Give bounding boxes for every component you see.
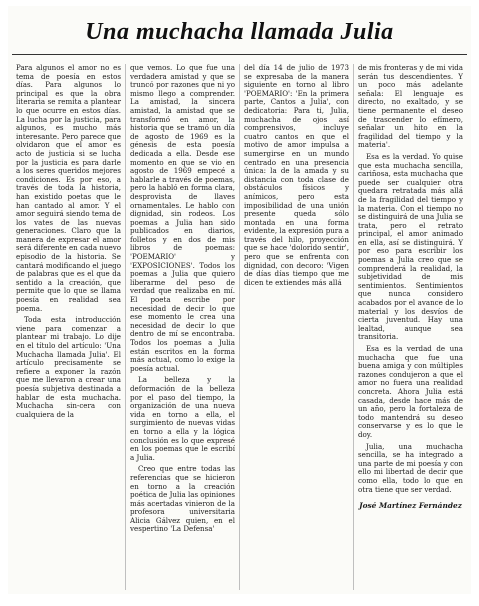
column-2 [125,64,239,590]
paragraph: Para algunos el amor no es tema de poesía en estos días. Para algunos lo principal es que la obra literaria se remita a plantear lo que ocurre en estos días. La lucha por la justicia, para algunos, es mucho más interesante. Pero parece que olvidaron que el amor es acto de justicia si se lucha por la justicia es para darle a los seres queridos mejores condiciones. Es por eso, a través de toda la historia, han existido poetas que le han cantado al amor. Y el amor seguirá siendo tema de los vates de las nuevas generaciones. Claro que la manera de expresar el amor será diferente en cada nuevo episodio de la historia. Se cantará modificando el juego de palabras que es el que da sentido a la creación, que permite que lo que se llama poesía en realidad sea poema. [16,64,121,313]
paragraph: La belleza y la deformación de la belleza por el paso del tiempo, la organización de una nueva vida en torno a ella, el surgimiento de nuevas vidas en torno a ella y la lógica conclusión es lo que expresé en los poemas que le escribí a Julia. [130,375,235,462]
column-1 [12,64,125,590]
column-4 [353,64,467,590]
paragraph: Esa es la verdad. Yo quise que esta muchacha sencilla, cariñosa, esta muchacha que puede ser cualquier otra quedara retratada más allá de la fragilidad del tiempo y la materia. Con el tiempo no se distinguirá de una Julia se trata, pero el retrato principal, el amor animado en ella, así se distinguirá. Y por eso para escribir los poemas a Julia creo que se comprenderá la realidad, la subjetividad de mis sentimientos. Sentimientos que nunca considero acabados por el avance de lo material y los desvíos de cierta juventud. Hay una lealtad, aunque sea transitoria. [358,151,463,342]
paragraph: Esa es la verdad de una muchacha que fue una buena amiga y con múltiples razones condujeron a que el amor no fuera una realidad concreta. Ahora Julia está casada, desde hace más de un año, pero la fortaleza de todo mantendrá su deseo conservarse y es lo que le doy. [358,344,463,439]
title-divider [12,54,467,55]
paragraph: del día 14 de julio de 1973 se expresaba de la manera siguiente en torno al libro 'POEMARIO': 'En la primera parte, Cantos a Julia', con dedicatoria: Para ti, Julia, muchacha de ojos así comprensivos, incluye cuatro cantos en que el motivo de amor impulsa a sumergirse en un mundo centrado en una presencia única: la de la amada y su distancia con toda clase de obstáculos físicos y anímicos, pero esta imposibilidad de una unión presente queda sólo montada en una forma evidente, la expresión pura a través del hilo, proyección que se hace 'dolorido sentir', pero que se enfrenta con dignidad, con decoro: 'Vigen de días días tiempo que me dicen te extiendes más allá [244,64,349,287]
paragraph: que vemos. Lo que fue una verdadera amistad y que se truncó por razones que ni yo mismo llego a comprender. La amistad, la sincera amistad, la amistad que se transformó en amor, la historia que se tramó un día de agosto de 1969 es la génesis de esta poesía dedicada a ella. Desde ese momento en que se vio en agosto de 1969 empecé a hablarle a través de poemas, pero la habló en forma clara, desprovista de llaves ornamentales. Le hablo con dignidad, sin rodeos. Los poemas a Julia han sido publicados en diarios, folletos y en dos de mis libros de poemas: 'POEMARIO' y 'EXPOSICIONES'. Todos los poemas a Julia que quiero liberarme del peso de verdad que realizaba en mí. El poeta escribe por necesidad de decir lo que ese momento le crea una necesidad de decir lo que dentro de mí se encontraba. Todos los poemas a Julia están escritos en la forma más actual, como lo exige la poesía actual. [130,64,235,373]
paragraph: Julia, una muchacha sencilla, se ha integrado a una parte de mi poesía y con ello mi libertad de decir que como ella, todo lo que en otra tiene que ser verdad. [358,441,463,494]
article-title: Una muchacha llamada Julia [85,18,394,45]
author-signature: José Martínez Fernández [359,501,462,511]
paragraph: Toda esta introducción viene para comenzar a plantear mi trabajo. Lo dije en el título del artículo: 'Una Muchacha llamada Julia'. El artículo precisamente se refiere a exponer la razón que me llevaron a crear una poesía subjetiva destinada a hablar de esta muchacha. Muchacha sin-cera con cualquiera de la [16,315,121,419]
newspaper-clipping [8,6,471,594]
column-3 [239,64,353,590]
paragraph: Creo que entre todas las referencias que se hicieron en torno a la creación poética de Julia las opiniones más acertadas vinieron de la profesora universitaria Alicia Gálvez quien, en el vespertino 'La Defensa' [130,464,236,534]
paragraph: de mis fronteras y de mi vida serán tus descendientes. Y un poco más adelante señala: El lenguaje es directo, no exaltado, y se tiene permanente el deseo de trascender lo efímero, señalar un hito en la fragilidad del tiempo y la materia'. [358,64,463,150]
article-body [12,64,467,590]
